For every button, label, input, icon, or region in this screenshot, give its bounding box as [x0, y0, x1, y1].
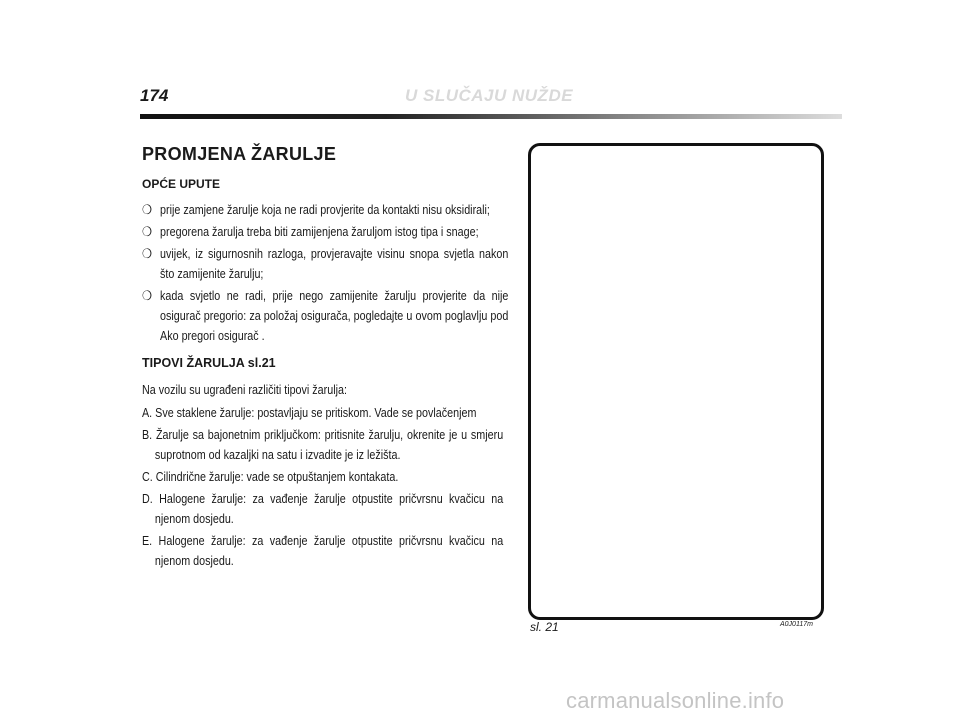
list-item: A. Sve staklene žarulje: postavljaju se pritiskom. Vade se povlačenjem [142, 406, 477, 420]
bullet-icon: ❍ [142, 224, 153, 239]
figure-code: A0J0117m [780, 621, 813, 628]
header-rule [140, 114, 842, 119]
list-item [142, 286, 508, 346]
bullet-icon: ❍ [142, 202, 153, 217]
list-item [142, 244, 508, 284]
intro-text: Na vozilu su ugrađeni različiti tipovi žarulja: [142, 383, 347, 397]
figure-frame [528, 143, 824, 620]
section-title-bulb-types: TIPOVI ŽARULJA sl.21 [142, 356, 276, 370]
list-item: C. Cilindrične žarulje: vade se otpuštanjem kontakata. [142, 470, 399, 484]
list-item: E. Halogene žarulje: za vađenje žarulje otpustite pričvrsnu kvačicu na njenom dosjedu. [142, 534, 504, 568]
list-item [142, 200, 508, 220]
list-item [142, 222, 508, 242]
running-title: U SLUČAJU NUŽDE [405, 86, 574, 105]
bullet-icon: ❍ [142, 288, 153, 303]
list-item: B. Žarulje sa bajonetnim priključkom: pritisnite žarulju, okrenite je u smjeru suprotnom od kazaljki na satu i izvadite je iz ležišta. [142, 428, 504, 462]
section-title-general: OPĆE UPUTE [142, 177, 221, 191]
figure-caption: sl. 21 [530, 620, 559, 634]
bullet-list [142, 200, 509, 348]
list-item-text: pregorena žarulja treba biti zamijenjena žaruljom istog tipa i snage; [160, 225, 479, 239]
list-item-text: kada svjetlo ne radi, prije nego zamijenite žarulju provjerite da nije osigurač pregorio: za položaj osigurača, pogledajte u ovom poglavlju pod Ako pregori osigurač . [160, 289, 509, 343]
page-number: 174 [140, 86, 169, 105]
list-item-text: prije zamjene žarulje koja ne radi provjerite da kontakti nisu oksidirali; [160, 203, 490, 217]
list-item-text: uvijek, iz sigurnosnih razloga, provjeravajte visinu snopa svjetla nakon što zamijenite žarulju; [160, 247, 509, 281]
watermark: carmanualsonline.info [566, 688, 785, 713]
page-title: PROMJENA ŽARULJE [142, 144, 337, 164]
bullet-icon: ❍ [142, 246, 153, 261]
list-item: D. Halogene žarulje: za vađenje žarulje otpustite pričvrsnu kvačicu na njenom dosjedu. [142, 492, 504, 526]
bulb-type-list [142, 403, 504, 573]
